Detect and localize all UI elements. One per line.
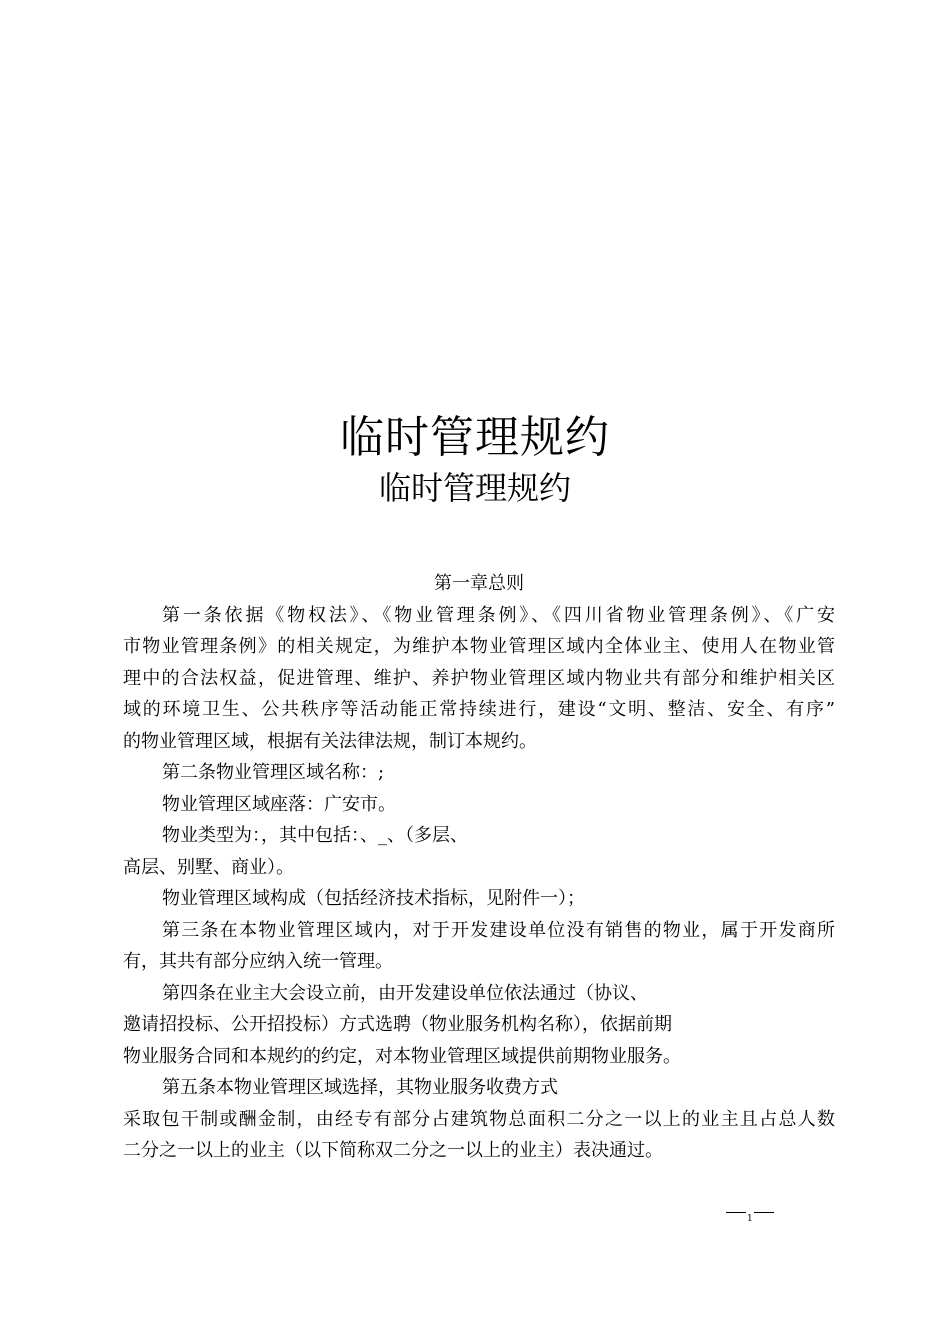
paragraph-line: 的物业管理区域，根据有关法律法规，制订本规约。 [123,730,537,752]
paragraph-line: 市物业管理条例》的相关规定，为维护本物业管理区域内全体业主、使用人在物业管 [123,636,835,657]
paragraph-line: 高层、别墅、商业）。 [123,856,294,878]
paragraph-line: 第二条物业管理区域名称：; [162,762,385,783]
paragraph-line: 物业服务合同和本规约的约定，对本物业管理区域提供前期物业服务。 [123,1045,681,1067]
page-number-dash-left [726,1212,746,1213]
paragraph-line: 物业类型为：，其中包括：、_、（多层、 [162,825,468,846]
paragraph-line: 第四条在业主大会设立前，由开发建设单位依法通过（协议、 [162,982,648,1004]
document-subtitle: 临时管理规约 [378,469,571,507]
paragraph-line: 域的环境卫生、公共秩序等活动能正常持续进行，建设“文明、整洁、安全、有序” [123,699,835,720]
page-number-dash-right [754,1212,774,1213]
paragraph-line: 第三条在本物业管理区域内，对于开发建设单位没有销售的物业，属于开发商所 [162,919,835,941]
document-body [123,568,835,1167]
paragraph-line: 第五条本物业管理区域选择，其物业服务收费方式 [162,1077,558,1098]
paragraph-line: 物业管理区域构成（包括经济技术指标，见附件一）； [162,888,585,909]
page-number [726,1200,774,1231]
document-title: 临时管理规约 [340,412,610,463]
page-number-value: 1 [747,1214,753,1224]
paragraph-line: 第一条依据《物权法》、《物业管理条例》、《四川省物业管理条例》、《广安 [162,604,835,626]
paragraph-line: 二分之一以上的业主（以下简称双二分之一以上的业主）表决通过。 [123,1140,663,1161]
paragraph-line: 采取包干制或酬金制，由经专有部分占建筑物总面积二分之一以上的业主且占总人数 [123,1108,835,1130]
chapter-heading: 第一章总则 [434,573,524,594]
paragraph-line: 邀请招投标、公开招投标）方式选聘（物业服务机构名称），依据前期 [123,1014,672,1035]
paragraph-line: 理中的合法权益，促进管理、维护、养护物业管理区域内物业共有部分和维护相关区 [123,667,835,689]
paragraph-line: 物业管理区域座落：广安市。 [162,793,396,815]
paragraph-line: 有，其共有部分应纳入统一管理。 [123,951,393,972]
